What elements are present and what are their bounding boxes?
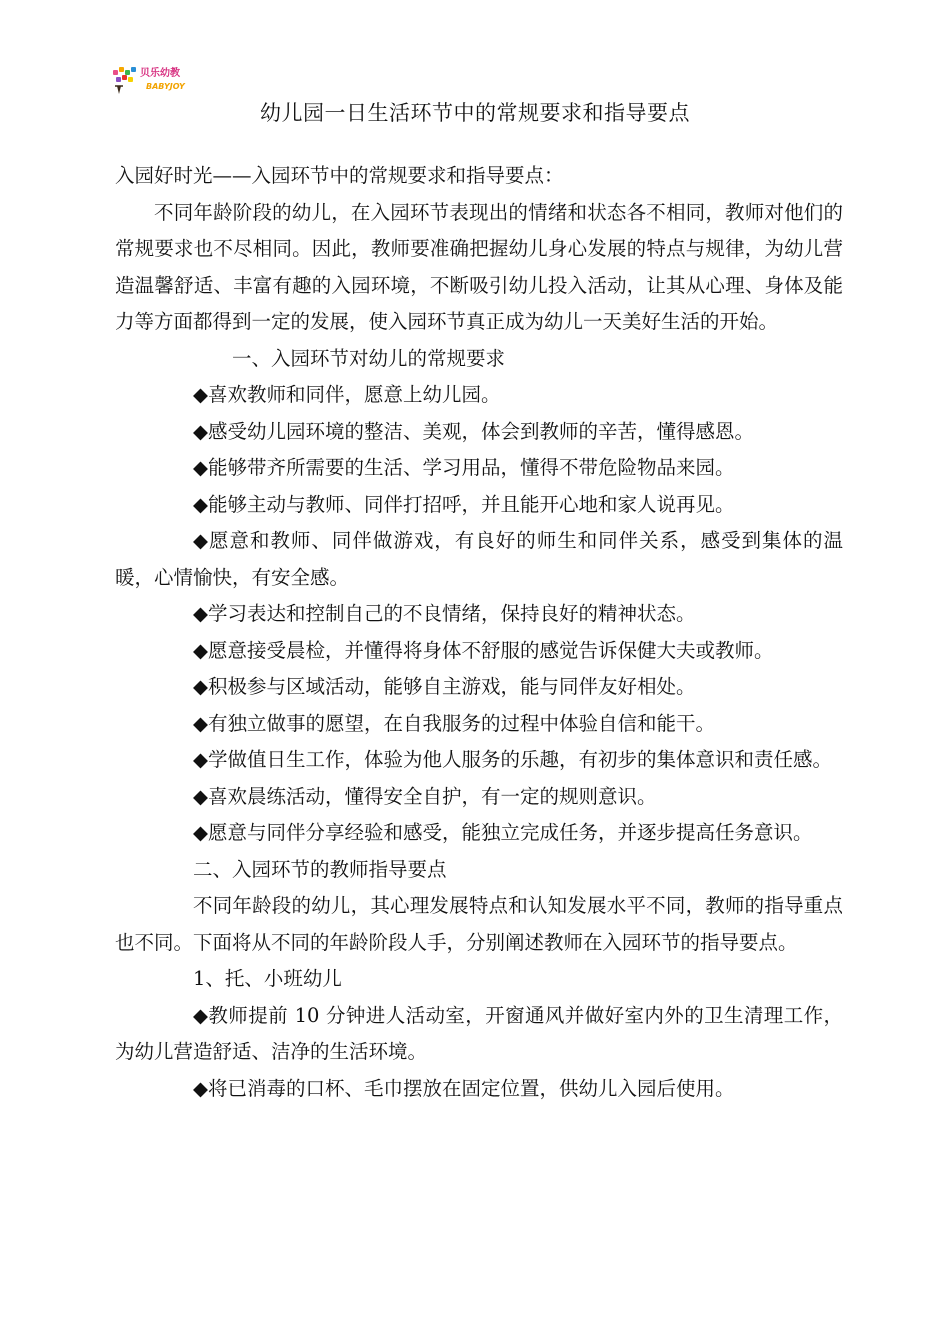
- list-item: ◆愿意接受晨检，并懂得将身体不舒服的感觉告诉保健大夫或教师。: [193, 638, 774, 662]
- subsection-heading: 1、托、小班幼儿: [193, 967, 342, 990]
- list-item: ◆感受幼儿园环境的整洁、美观，体会到教师的辛苦，懂得感恩。: [193, 419, 754, 443]
- brand-logo: [112, 66, 196, 96]
- list-item: ◆学习表达和控制自己的不良情绪，保持良好的精神状态。: [193, 602, 696, 625]
- list-item: ◆喜欢晨练活动，懂得安全自护，有一定的规则意识。: [193, 784, 657, 808]
- list-item: ◆愿意与同伴分享经验和感受，能独立完成任务，并逐步提高任务意识。: [193, 821, 813, 844]
- list-item: ◆能够带齐所需要的生活、学习用品，懂得不带危险物品来园。: [193, 456, 735, 479]
- list-item: ◆愿意和教师、同伴做游戏，有良好的师生和同伴关系，感受到集体的温暖，心情愉快，有安全感。: [115, 529, 843, 589]
- part2-heading: 二、入园环节的教师指导要点: [193, 857, 447, 881]
- list-item: ◆教师提前 10 分钟进人活动室，开窗通风并做好室内外的卫生清理工作，为幼儿营造舒适、洁净的生活环境。: [115, 1003, 843, 1063]
- list-item: ◆有独立做事的愿望，在自我服务的过程中体验自信和能干。: [193, 711, 715, 735]
- logo-subtitle: BABYJOY: [146, 82, 185, 91]
- list-item: ◆学做值日生工作，体验为他人服务的乐趣，有初步的集体意识和责任感。: [193, 748, 832, 771]
- document-body: [115, 158, 843, 1107]
- list-item: ◆喜欢教师和同伴，愿意上幼儿园。: [193, 383, 501, 406]
- part2-intro-paragraph: 不同年龄段的幼儿，其心理发展特点和认知发展水平不同，教师的指导重点也不同。下面将从不同的年龄阶段人手，分别阐述教师在入园环节的指导要点。: [115, 894, 843, 954]
- list-item: ◆将已消毒的口杯、毛巾摆放在固定位置，供幼儿入园后使用。: [193, 1076, 735, 1100]
- page-title: 幼儿园一日生活环节中的常规要求和指导要点: [260, 101, 690, 125]
- part1-heading: 一、入园环节对幼儿的常规要求: [232, 346, 506, 370]
- section-heading: 入园好时光——入园环节中的常规要求和指导要点：: [115, 164, 564, 187]
- intro-paragraph: 不同年龄阶段的幼儿，在入园环节表现出的情绪和状态各不相同，教师对他们的常规要求也不尽相同。因此，教师要准确把握幼儿身心发展的特点与规律，为幼儿营造温馨舒适、丰富有趣的入园环境，不断吸引幼儿投入活动，让其从心理、身体及能力等方面都得到一定的发展，使入园环节真正成为幼儿一天美好生活的开始。: [115, 200, 843, 333]
- logo-name: 贝乐幼教: [140, 68, 180, 79]
- list-item: ◆积极参与区域活动，能够自主游戏，能与同伴友好相处。: [193, 675, 696, 698]
- kids-figures-icon: [112, 66, 142, 96]
- list-item: ◆能够主动与教师、同伴打招呼，并且能开心地和家人说再见。: [193, 492, 735, 516]
